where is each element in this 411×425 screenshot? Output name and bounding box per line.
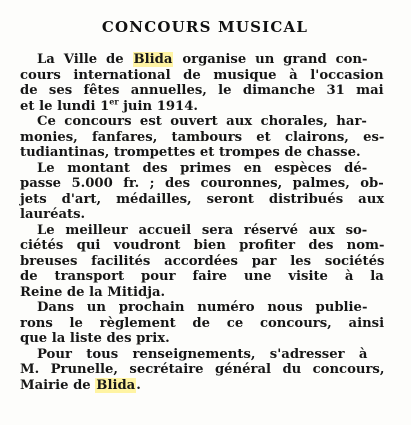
text-line: tudiantinas, trompettes et trompes de chasse. (20, 145, 361, 160)
paragraph-prizes (20, 161, 384, 223)
paragraph-participants (20, 114, 384, 161)
text-line: Dans un prochain numéro nous publie- (37, 300, 368, 315)
text-line: M. Prunelle, secrétaire général du concours, (20, 362, 385, 377)
text-line: rons le règlement de ce concours, ainsi (20, 315, 385, 331)
paragraph-rules (20, 300, 384, 347)
text-line: lauréats. (20, 207, 86, 222)
text-line: breuses facilités accordées par les sociétés (20, 253, 385, 269)
paragraph-contact (20, 347, 384, 394)
text-line: de transport pour faire une visite à la (20, 269, 384, 284)
text-line: Reine de la Mitidja. (20, 284, 166, 300)
text-line: ciétés qui voudront bien profiter des nom- (20, 238, 385, 253)
text-line: Le meilleur accueil sera réservé aux so- (37, 222, 368, 238)
text-line: cours international de musique à l'occasion (20, 67, 384, 83)
article-body (20, 52, 384, 393)
text-line: et le lundi 1er juin 1914. (20, 96, 198, 114)
text-line: de ses fêtes annuelles, le dimanche 31 mai (20, 83, 384, 98)
article-headline: CONCOURS MUSICAL (101, 18, 309, 36)
highlighted-term: Blida (133, 52, 173, 67)
text-line: Le montant des primes en espèces dé- (37, 160, 368, 176)
text-line: jets d'art, médailles, seront distribués aux (20, 191, 385, 207)
text-line: que la liste des prix. (20, 331, 170, 346)
text-line: Pour tous renseignements, s'adresser à (37, 346, 368, 362)
text-line: monies, fanfares, tambours et clairons, es- (20, 129, 385, 145)
text-line: Mairie de Blida. (20, 377, 141, 393)
text-line: passe 5.000 fr. ; des couronnes, palmes, ob- (20, 176, 384, 191)
paragraph-welcome (20, 223, 384, 301)
ordinal-superscript: er (109, 96, 119, 107)
highlighted-term: Blida (96, 377, 136, 393)
text-line: Ce concours est ouvert aux chorales, har- (37, 114, 367, 129)
text-line: La Ville de Blida organise un grand con- (37, 52, 368, 67)
paragraph-announcement (20, 52, 384, 114)
